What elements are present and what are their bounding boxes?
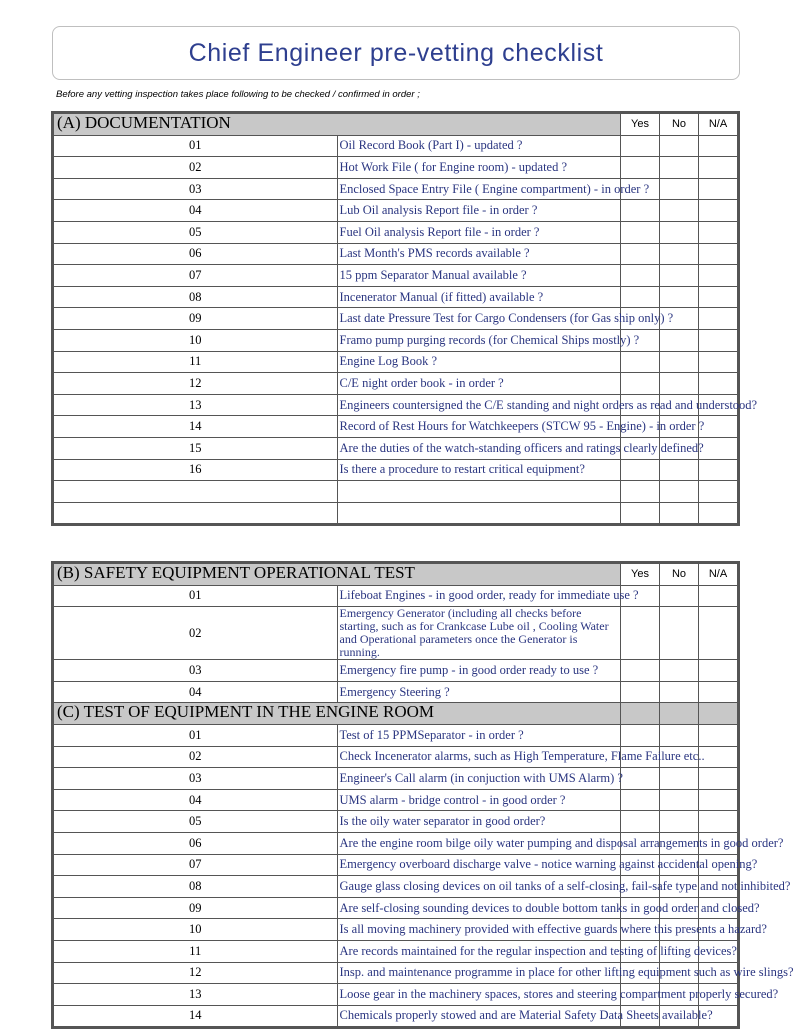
section-c-header-blank	[660, 703, 699, 725]
checkbox-yes-cell[interactable]	[621, 221, 660, 243]
checklist-row	[54, 746, 738, 768]
item-question: Last Month's PMS records available ?	[337, 243, 621, 265]
checkbox-na-cell[interactable]	[699, 200, 738, 222]
checklist-row	[54, 832, 738, 854]
item-question: Hot Work File ( for Engine room) - updated ?	[337, 157, 621, 179]
item-number: 16	[54, 459, 338, 481]
checkbox-no-cell[interactable]	[660, 157, 699, 179]
checkbox-na-cell[interactable]	[699, 811, 738, 833]
item-number: 05	[54, 221, 338, 243]
checklist-row	[54, 940, 738, 962]
item-number: 03	[54, 768, 338, 790]
item-question: Emergency fire pump - in good order ready to use ?	[337, 660, 621, 682]
section-c-heading: (C) TEST OF EQUIPMENT IN THE ENGINE ROOM	[54, 703, 621, 725]
column-yes-header: Yes	[621, 114, 660, 136]
item-number: 11	[54, 940, 338, 962]
checkbox-no-cell[interactable]	[660, 459, 699, 481]
item-number: 07	[54, 265, 338, 287]
item-question: Chemicals properly stowed and are Material Safety Data Sheets available?	[337, 1005, 621, 1027]
item-question: Framo pump purging records (for Chemical Ships mostly) ?	[337, 329, 621, 351]
checkbox-no-cell[interactable]	[660, 585, 699, 607]
item-question: Engineers countersigned the C/E standing and night orders as read and understood?	[337, 394, 621, 416]
checklist-row	[54, 984, 738, 1006]
column-no-header: No	[660, 564, 699, 586]
checkbox-na-cell[interactable]	[699, 178, 738, 200]
checkbox-na-cell[interactable]	[699, 585, 738, 607]
section-a-heading: (A) DOCUMENTATION	[54, 114, 621, 136]
item-number: 02	[54, 607, 338, 660]
item-number: 04	[54, 789, 338, 811]
item-question: Are records maintained for the regular inspection and testing of lifting devices?	[337, 940, 621, 962]
checkbox-yes-cell[interactable]	[621, 768, 660, 790]
checkbox-no-cell[interactable]	[660, 660, 699, 682]
column-yes-header: Yes	[621, 564, 660, 586]
item-number: 02	[54, 157, 338, 179]
item-question: Last date Pressure Test for Cargo Condensers (for Gas ship only) ?	[337, 308, 621, 330]
checkbox-no-cell[interactable]	[660, 681, 699, 703]
item-question: Is all moving machinery provided with effective guards where this presents a hazard?	[337, 919, 621, 941]
item-question: Are self-closing sounding devices to double bottom tanks in good order and closed?	[337, 897, 621, 919]
checkbox-na-cell[interactable]	[699, 437, 738, 459]
checkbox-yes-cell[interactable]	[621, 789, 660, 811]
section-a-header-row	[54, 114, 738, 136]
item-number: 06	[54, 832, 338, 854]
checklist-row	[54, 660, 738, 682]
item-number: 12	[54, 373, 338, 395]
checkbox-na-cell[interactable]	[699, 308, 738, 330]
checkbox-no-cell[interactable]	[660, 768, 699, 790]
checkbox-yes-cell[interactable]	[621, 243, 660, 265]
item-number: 01	[54, 585, 338, 607]
section-c-header-blank	[699, 703, 738, 725]
checklist-row	[54, 768, 738, 790]
checklist-row	[54, 416, 738, 438]
checkbox-no-cell[interactable]	[660, 286, 699, 308]
checklist-row	[54, 178, 738, 200]
item-number	[54, 502, 338, 524]
item-number: 04	[54, 200, 338, 222]
item-number: 10	[54, 919, 338, 941]
section-b-heading: (B) SAFETY EQUIPMENT OPERATIONAL TEST	[54, 564, 621, 586]
checkbox-yes-cell[interactable]	[621, 481, 660, 503]
checkbox-na-cell[interactable]	[699, 768, 738, 790]
checkbox-yes-cell[interactable]	[621, 286, 660, 308]
checkbox-na-cell[interactable]	[699, 135, 738, 157]
checkbox-na-cell[interactable]	[699, 351, 738, 373]
checkbox-no-cell[interactable]	[660, 811, 699, 833]
checklist-row	[54, 681, 738, 703]
section-a-table	[51, 111, 758, 526]
page-title: Chief Engineer pre-vetting checklist	[188, 38, 604, 67]
item-number: 09	[54, 897, 338, 919]
checklist-row	[54, 1005, 738, 1027]
item-question: UMS alarm - bridge control - in good order ?	[337, 789, 621, 811]
item-number: 13	[54, 984, 338, 1006]
item-question: 15 ppm Separator Manual available ?	[337, 265, 621, 287]
checkbox-na-cell[interactable]	[699, 607, 738, 660]
checkbox-na-cell[interactable]	[699, 157, 738, 179]
checkbox-na-cell[interactable]	[699, 416, 738, 438]
checklist-row	[54, 502, 738, 524]
checklist-row	[54, 243, 738, 265]
item-question: Gauge glass closing devices on oil tanks of a self-closing, fail-safe type and not inhibited?	[337, 876, 621, 898]
item-number: 12	[54, 962, 338, 984]
item-question: Record of Rest Hours for Watchkeepers (STCW 95 - Engine) - in order ?	[337, 416, 621, 438]
item-question: Lifeboat Engines - in good order, ready for immediate use ?	[337, 585, 621, 607]
item-number: 08	[54, 876, 338, 898]
checkbox-na-cell[interactable]	[699, 243, 738, 265]
item-number: 15	[54, 437, 338, 459]
item-question: Check Incenerator alarms, such as High Temperature, Flame Failure etc..	[337, 746, 621, 768]
checkbox-no-cell[interactable]	[660, 607, 699, 660]
checkbox-no-cell[interactable]	[660, 200, 699, 222]
item-question: Insp. and maintenance programme in place for other lifting equipment such as wire slings?	[337, 962, 621, 984]
checkbox-na-cell[interactable]	[699, 502, 738, 524]
item-question: Is there a procedure to restart critical equipment?	[337, 459, 621, 481]
checkbox-yes-cell[interactable]	[621, 681, 660, 703]
checklist-row	[54, 200, 738, 222]
checkbox-yes-cell[interactable]	[621, 200, 660, 222]
checkbox-no-cell[interactable]	[660, 373, 699, 395]
column-na-header: N/A	[699, 564, 738, 586]
item-question: Are the duties of the watch-standing officers and ratings clearly defined?	[337, 437, 621, 459]
checklist-row	[54, 962, 738, 984]
item-question: Loose gear in the machinery spaces, stores and steering compartment properly secured?	[337, 984, 621, 1006]
checkbox-yes-cell[interactable]	[621, 724, 660, 746]
intro-text: Before any vetting inspection takes place following to be checked / confirmed in order ;	[56, 89, 420, 100]
item-question: Incenerator Manual (if fitted) available ?	[337, 286, 621, 308]
checkbox-yes-cell[interactable]	[621, 811, 660, 833]
checkbox-no-cell[interactable]	[660, 329, 699, 351]
checkbox-na-cell[interactable]	[699, 481, 738, 503]
checkbox-yes-cell[interactable]	[621, 502, 660, 524]
checklist-row	[54, 394, 738, 416]
item-number: 13	[54, 394, 338, 416]
item-question: Are the engine room bilge oily water pumping and disposal arrangements in good order?	[337, 832, 621, 854]
item-question: Emergency Generator (including all checks before starting, such as for Crankcase Lube oil , Cooling Water and Operational parameters once the Generator is running.	[337, 607, 621, 660]
item-number: 09	[54, 308, 338, 330]
item-question: Enclosed Space Entry File ( Engine compartment) - in order ?	[337, 178, 621, 200]
checkbox-no-cell[interactable]	[660, 221, 699, 243]
checkbox-na-cell[interactable]	[699, 373, 738, 395]
section-b-header-row	[54, 564, 738, 586]
checkbox-no-cell[interactable]	[660, 724, 699, 746]
checklist-row	[54, 265, 738, 287]
item-question	[337, 481, 621, 503]
checklist-row	[54, 157, 738, 179]
item-question	[337, 502, 621, 524]
column-na-header: N/A	[699, 114, 738, 136]
item-question: Fuel Oil analysis Report file - in order ?	[337, 221, 621, 243]
checklist-row	[54, 897, 738, 919]
checkbox-no-cell[interactable]	[660, 502, 699, 524]
checkbox-yes-cell[interactable]	[621, 373, 660, 395]
checkbox-na-cell[interactable]	[699, 789, 738, 811]
checklist-row	[54, 459, 738, 481]
item-question: Emergency overboard discharge valve - notice warning against accidental opening?	[337, 854, 621, 876]
item-number: 03	[54, 660, 338, 682]
checkbox-na-cell[interactable]	[699, 286, 738, 308]
checklist-row	[54, 854, 738, 876]
item-number: 14	[54, 1005, 338, 1027]
checkbox-na-cell[interactable]	[699, 329, 738, 351]
checklist-row	[54, 481, 738, 503]
checklist-row	[54, 789, 738, 811]
checkbox-no-cell[interactable]	[660, 243, 699, 265]
checkbox-na-cell[interactable]	[699, 660, 738, 682]
checkbox-yes-cell[interactable]	[621, 157, 660, 179]
checklist-row	[54, 876, 738, 898]
section-c-header-blank	[621, 703, 660, 725]
item-number: 14	[54, 416, 338, 438]
checklist-row	[54, 308, 738, 330]
checkbox-yes-cell[interactable]	[621, 351, 660, 373]
item-number: 03	[54, 178, 338, 200]
item-number: 10	[54, 329, 338, 351]
item-number: 07	[54, 854, 338, 876]
checkbox-yes-cell[interactable]	[621, 660, 660, 682]
title-box	[52, 26, 740, 80]
item-question: Engine Log Book ?	[337, 351, 621, 373]
item-number: 05	[54, 811, 338, 833]
checkbox-no-cell[interactable]	[660, 351, 699, 373]
checkbox-no-cell[interactable]	[660, 135, 699, 157]
checkbox-na-cell[interactable]	[699, 221, 738, 243]
section-b-c-table	[51, 561, 794, 1029]
checklist-row	[54, 351, 738, 373]
item-number: 06	[54, 243, 338, 265]
checkbox-no-cell[interactable]	[660, 265, 699, 287]
checkbox-yes-cell[interactable]	[621, 265, 660, 287]
checklist-row	[54, 135, 738, 157]
checklist-row	[54, 373, 738, 395]
item-number: 02	[54, 746, 338, 768]
checklist-row	[54, 437, 738, 459]
checklist-row	[54, 919, 738, 941]
item-question: Emergency Steering ?	[337, 681, 621, 703]
checkbox-no-cell[interactable]	[660, 481, 699, 503]
checklist-row	[54, 329, 738, 351]
item-question: C/E night order book - in order ?	[337, 373, 621, 395]
checkbox-na-cell[interactable]	[699, 459, 738, 481]
column-no-header: No	[660, 114, 699, 136]
checkbox-na-cell[interactable]	[699, 681, 738, 703]
item-number: 01	[54, 724, 338, 746]
checkbox-na-cell[interactable]	[699, 265, 738, 287]
checkbox-no-cell[interactable]	[660, 789, 699, 811]
checklist-row	[54, 286, 738, 308]
checkbox-yes-cell[interactable]	[621, 135, 660, 157]
checklist-row	[54, 585, 738, 607]
item-question: Lub Oil analysis Report file - in order ?	[337, 200, 621, 222]
checkbox-no-cell[interactable]	[660, 178, 699, 200]
item-number	[54, 481, 338, 503]
item-question: Engineer's Call alarm (in conjuction with UMS Alarm) ?	[337, 768, 621, 790]
item-question: Oil Record Book (Part I) - updated ?	[337, 135, 621, 157]
section-c-header-row	[54, 703, 738, 725]
item-number: 08	[54, 286, 338, 308]
checkbox-na-cell[interactable]	[699, 724, 738, 746]
item-number: 11	[54, 351, 338, 373]
item-question: Test of 15 PPMSeparator - in order ?	[337, 724, 621, 746]
item-number: 01	[54, 135, 338, 157]
checklist-row	[54, 607, 738, 660]
checkbox-yes-cell[interactable]	[621, 607, 660, 660]
checkbox-yes-cell[interactable]	[621, 459, 660, 481]
checklist-row	[54, 811, 738, 833]
item-question: Is the oily water separator in good order?	[337, 811, 621, 833]
checklist-row	[54, 221, 738, 243]
checklist-row	[54, 724, 738, 746]
item-number: 04	[54, 681, 338, 703]
